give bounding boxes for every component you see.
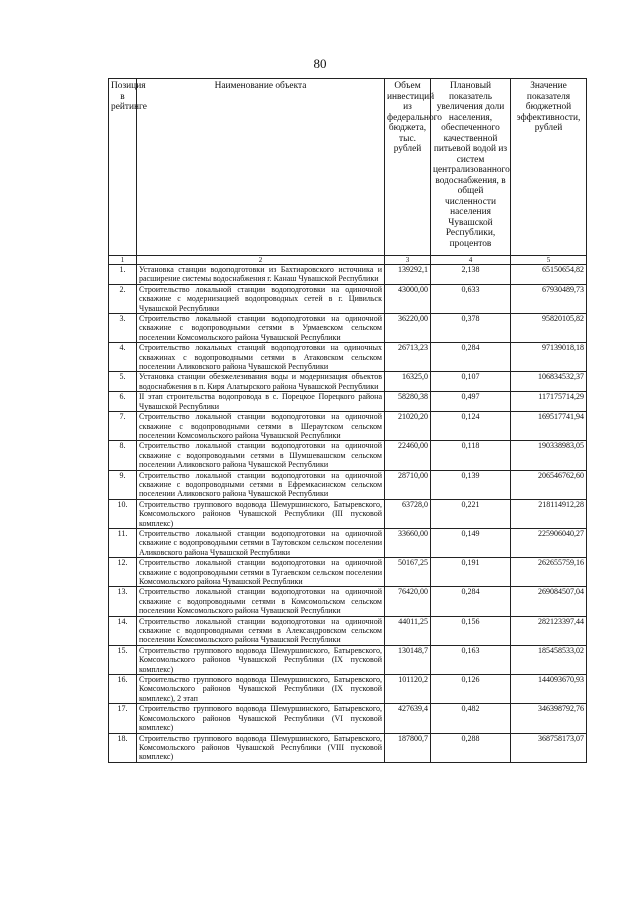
row-object-name: Строительство локальной станции водоподготовки на одиночной скважине с водопроводными сетями в Шумшевашском сельском поселении Аликовского района Чувашской Республики	[137, 441, 385, 470]
header-volume: Объем инвестиций из федерального бюджета, тыс. рублей	[385, 79, 431, 256]
row-volume: 101120,2	[385, 675, 431, 704]
row-volume: 63728,0	[385, 499, 431, 528]
row-share: 0,124	[431, 412, 511, 441]
row-share: 0,288	[431, 733, 511, 762]
row-volume: 187800,7	[385, 733, 431, 762]
table-header-row	[109, 79, 587, 256]
row-share: 0,149	[431, 528, 511, 557]
row-object-name: II этап строительства водопровода в с. Порецкое Порецкого района Чувашской Республики	[137, 392, 385, 412]
row-position: 18.	[109, 733, 137, 762]
row-share: 0,378	[431, 314, 511, 343]
row-share: 0,284	[431, 587, 511, 616]
row-object-name: Строительство группового водовода Шемуршинского, Батыревского, Комсомольского районов Чувашской Республики (IX пусковой комплекс)	[137, 645, 385, 674]
row-volume: 130148,7	[385, 645, 431, 674]
row-share: 0,126	[431, 675, 511, 704]
row-share: 0,156	[431, 616, 511, 645]
table-row	[109, 314, 587, 343]
row-position: 14.	[109, 616, 137, 645]
row-object-name: Строительство группового водовода Шемуршинского, Батыревского, Комсомольского районов Чувашской Республики (III пусковой комплекс)	[137, 499, 385, 528]
table-row	[109, 528, 587, 557]
row-efficiency: 190338983,05	[511, 441, 587, 470]
row-share: 0,633	[431, 284, 511, 313]
row-efficiency: 282123397,44	[511, 616, 587, 645]
row-efficiency: 95820105,82	[511, 314, 587, 343]
row-efficiency: 117175714,29	[511, 392, 587, 412]
row-position: 11.	[109, 528, 137, 557]
row-efficiency: 169517741,94	[511, 412, 587, 441]
row-volume: 33660,00	[385, 528, 431, 557]
row-position: 4.	[109, 343, 137, 372]
header-share: Плановый показатель увеличения доли населения, обеспеченного качественной питьевой водой из систем централизованного водоснабжения, в общей численности населения Чувашской Республики, процентов	[431, 79, 511, 256]
row-position: 15.	[109, 645, 137, 674]
row-object-name: Строительство группового водовода Шемуршинского, Батыревского, Комсомольского районов Чувашской Республики (VIII пусковой комплекс)	[137, 733, 385, 762]
row-position: 1.	[109, 265, 137, 285]
table-row	[109, 392, 587, 412]
row-share: 0,497	[431, 392, 511, 412]
row-position: 2.	[109, 284, 137, 313]
row-position: 3.	[109, 314, 137, 343]
row-position: 9.	[109, 470, 137, 499]
row-position: 10.	[109, 499, 137, 528]
row-volume: 50167,25	[385, 558, 431, 587]
row-efficiency: 368758173,07	[511, 733, 587, 762]
row-share: 0,284	[431, 343, 511, 372]
row-object-name: Строительство локальной станции водоподготовки на одиночной скважине с водопроводными сетями в Шераутском сельском поселении Комсомольского района Чувашской Республики	[137, 412, 385, 441]
row-object-name: Строительство группового водовода Шемуршинского, Батыревского, Комсомольского районов Чувашской Республики (VI пусковой комплекс)	[137, 704, 385, 733]
table-row	[109, 704, 587, 733]
column-number: 4	[431, 256, 511, 265]
row-efficiency: 225906040,27	[511, 528, 587, 557]
row-share: 0,221	[431, 499, 511, 528]
row-share: 0,139	[431, 470, 511, 499]
row-position: 12.	[109, 558, 137, 587]
row-volume: 36220,00	[385, 314, 431, 343]
row-volume: 21020,20	[385, 412, 431, 441]
row-position: 13.	[109, 587, 137, 616]
column-number: 1	[109, 256, 137, 265]
row-share: 2,138	[431, 265, 511, 285]
table-row	[109, 499, 587, 528]
table-row	[109, 675, 587, 704]
row-position: 17.	[109, 704, 137, 733]
row-volume: 76420,00	[385, 587, 431, 616]
row-volume: 26713,23	[385, 343, 431, 372]
row-efficiency: 262655759,16	[511, 558, 587, 587]
row-efficiency: 346398792,76	[511, 704, 587, 733]
row-share: 0,482	[431, 704, 511, 733]
row-object-name: Строительство локальной станции водоподготовки на одиночной скважине с модернизацией водопроводных сетей в г. Цивильск Чувашской Республики	[137, 284, 385, 313]
row-object-name: Установка станции водоподготовки из Бахтиаровского источника и расширение системы водоснабжения г. Канаш Чувашской Республики	[137, 265, 385, 285]
column-number: 3	[385, 256, 431, 265]
row-object-name: Установка станции обезжелезивания воды и модернизация объектов водоснабжения в п. Киря Алатырского района Чувашской Республики	[137, 372, 385, 392]
row-share: 0,107	[431, 372, 511, 392]
row-volume: 28710,00	[385, 470, 431, 499]
row-object-name: Строительство локальной станции водоподготовки на одиночной скважине с водопроводными сетями в Таутовском сельском поселении Аликовского района Чувашской Республики	[137, 528, 385, 557]
table-row	[109, 470, 587, 499]
row-object-name: Строительство локальных станций водоподготовки на одиночных скважинах с водопроводными сетями в Атаковском сельском поселении Аликовского района Чувашской Республики	[137, 343, 385, 372]
table-row	[109, 441, 587, 470]
row-position: 5.	[109, 372, 137, 392]
table-row	[109, 372, 587, 392]
row-position: 16.	[109, 675, 137, 704]
header-name: Наименование объекта	[137, 79, 385, 256]
row-volume: 43000,00	[385, 284, 431, 313]
row-position: 6.	[109, 392, 137, 412]
table-row	[109, 733, 587, 762]
row-efficiency: 206546762,60	[511, 470, 587, 499]
page-number: 80	[313, 56, 327, 71]
column-number-row	[109, 256, 587, 265]
row-object-name: Строительство локальной станции водоподготовки на одиночной скважине с водопроводными сетями в Александровском сельском поселении Комсомольского района Чувашской Республики	[137, 616, 385, 645]
row-volume: 44011,25	[385, 616, 431, 645]
row-object-name: Строительство локальной станции водоподготовки на одиночной скважине с водопроводными сетями в Урмаевском сельском поселении Комсомольского района Чувашской Республики	[137, 314, 385, 343]
row-position: 8.	[109, 441, 137, 470]
row-efficiency: 65150654,82	[511, 265, 587, 285]
row-volume: 427639,4	[385, 704, 431, 733]
row-share: 0,118	[431, 441, 511, 470]
header-position: Позиция в рейтинге	[109, 79, 137, 256]
table-row	[109, 265, 587, 285]
table-row	[109, 645, 587, 674]
row-volume: 16325,0	[385, 372, 431, 392]
row-efficiency: 218114912,28	[511, 499, 587, 528]
row-efficiency: 185458533,02	[511, 645, 587, 674]
column-number: 5	[511, 256, 587, 265]
table-row	[109, 616, 587, 645]
column-number: 2	[137, 256, 385, 265]
row-volume: 139292,1	[385, 265, 431, 285]
row-object-name: Строительство локальной станции водоподготовки на одиночной скважине с водопроводными сетями в Тугаевском сельском поселении Комсомольского района Чувашской Республики	[137, 558, 385, 587]
row-share: 0,191	[431, 558, 511, 587]
table-row	[109, 587, 587, 616]
table-row	[109, 343, 587, 372]
row-share: 0,163	[431, 645, 511, 674]
table-row	[109, 284, 587, 313]
row-volume: 22460,00	[385, 441, 431, 470]
row-efficiency: 106834532,37	[511, 372, 587, 392]
row-object-name: Строительство локальной станции водоподготовки на одиночной скважине с водопроводными сетями в Комсомольском сельском поселении Комсомольского района Чувашской Республики	[137, 587, 385, 616]
row-efficiency: 97139018,18	[511, 343, 587, 372]
table-row	[109, 412, 587, 441]
row-object-name: Строительство локальной станции водоподготовки на одиночной скважине с водопроводными сетями в Ефремкасинском сельском поселении Аликовского района Чувашской Республики	[137, 470, 385, 499]
table-row	[109, 558, 587, 587]
row-object-name: Строительство группового водовода Шемуршинского, Батыревского, Комсомольского районов Чувашской Республики (IX пусковой комплекс), 2 этап	[137, 675, 385, 704]
row-efficiency: 269084507,04	[511, 587, 587, 616]
row-efficiency: 67930489,73	[511, 284, 587, 313]
row-efficiency: 144093670,93	[511, 675, 587, 704]
investment-table	[108, 78, 587, 763]
row-position: 7.	[109, 412, 137, 441]
row-volume: 58280,38	[385, 392, 431, 412]
header-efficiency: Значение показателя бюджетной эффективности, рублей	[511, 79, 587, 256]
